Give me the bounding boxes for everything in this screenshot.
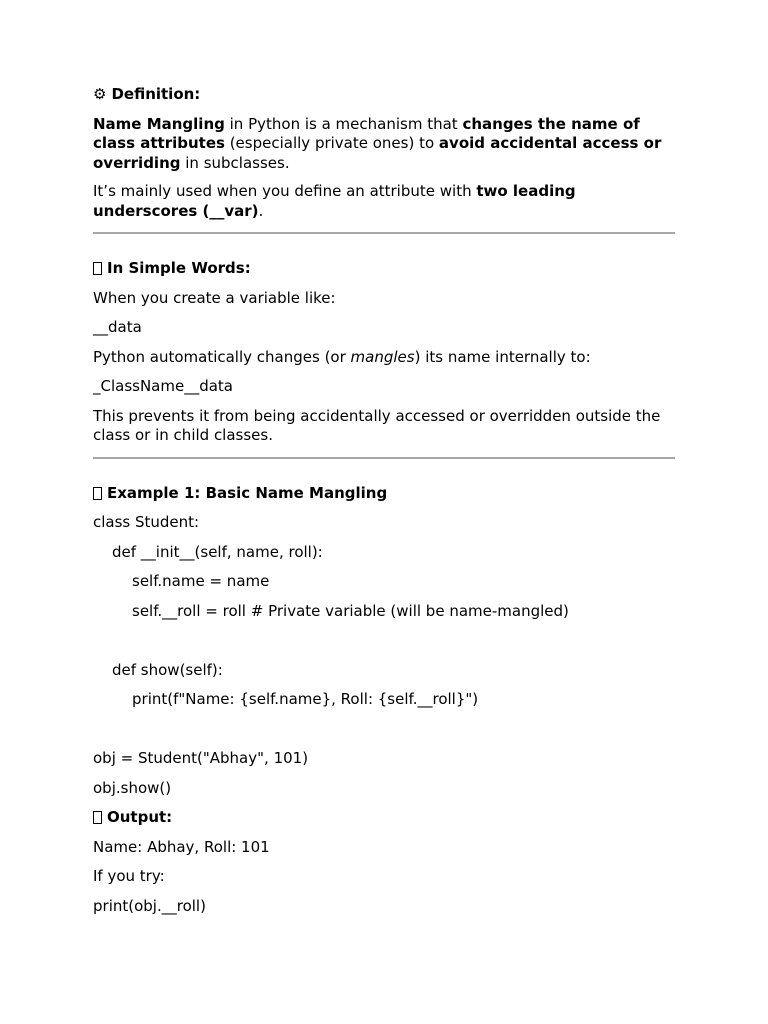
bold-span: avoid accidental access or overriding: [93, 134, 662, 172]
text-span: in Python is a mechanism that: [224, 114, 463, 133]
simple-words-title: In Simple Words:: [107, 259, 251, 277]
text-span: in subclasses.: [180, 153, 290, 172]
term-name-mangling: Name Mangling: [93, 114, 225, 133]
bold-span: changes the name of class attributes: [93, 114, 640, 152]
simple-line: [93, 348, 675, 368]
simple-line: This prevents it from being accidentally accessed or overridden outside the class or in child classes.: [93, 406, 661, 444]
mangled-name-example: _ClassName__data: [93, 377, 234, 395]
missing-glyph-icon: [93, 487, 102, 500]
text-span: It’s mainly used when you define an attribute with: [93, 182, 477, 200]
italic-span: mangles: [350, 347, 415, 366]
output-title: Output:: [107, 808, 173, 826]
code-line: def __init__(self, name, roll):: [112, 542, 323, 561]
text-span: ) its name internally to:: [414, 347, 591, 366]
gear-icon: ⚙: [93, 85, 107, 103]
blank-line: [93, 720, 675, 740]
definition-title: Definition:: [111, 85, 201, 103]
text-span: Python automatically changes (or: [93, 347, 351, 366]
example1-title: Example 1: Basic Name Mangling: [107, 483, 388, 502]
simple-words-heading: [93, 259, 675, 279]
variable-example: __data: [93, 318, 142, 336]
text-span: (especially private ones) to: [224, 134, 439, 152]
code-line: print(f"Name: {self.name}, Roll: {self.__roll}"): [132, 690, 479, 708]
usage-paragraph: [93, 182, 675, 221]
text-span: .: [258, 201, 264, 220]
output-heading: [93, 808, 675, 828]
missing-glyph-icon: [93, 811, 102, 824]
section-divider: [93, 232, 675, 234]
code-line: obj.show(): [93, 778, 172, 797]
definition-paragraph: [93, 115, 675, 174]
code-line: class Student:: [93, 513, 200, 531]
document-content: [93, 85, 675, 926]
section-divider: [93, 457, 675, 459]
simple-line: When you create a variable like:: [93, 288, 336, 307]
definition-heading: [93, 85, 675, 105]
code-line: self.__roll = roll # Private variable (will be name-mangled): [132, 601, 569, 620]
code-line: obj = Student("Abhay", 101): [93, 749, 309, 767]
bold-span: two leading underscores (__var): [93, 182, 576, 220]
blank-line: [93, 631, 675, 651]
missing-glyph-icon: [93, 262, 102, 275]
code-line: def show(self):: [112, 660, 223, 679]
example1-heading: [93, 484, 675, 504]
code-line: self.name = name: [132, 572, 270, 590]
try-text: If you try:: [93, 867, 165, 885]
output-text: Name: Abhay, Roll: 101: [93, 837, 270, 856]
try-code: print(obj.__roll): [93, 896, 206, 915]
